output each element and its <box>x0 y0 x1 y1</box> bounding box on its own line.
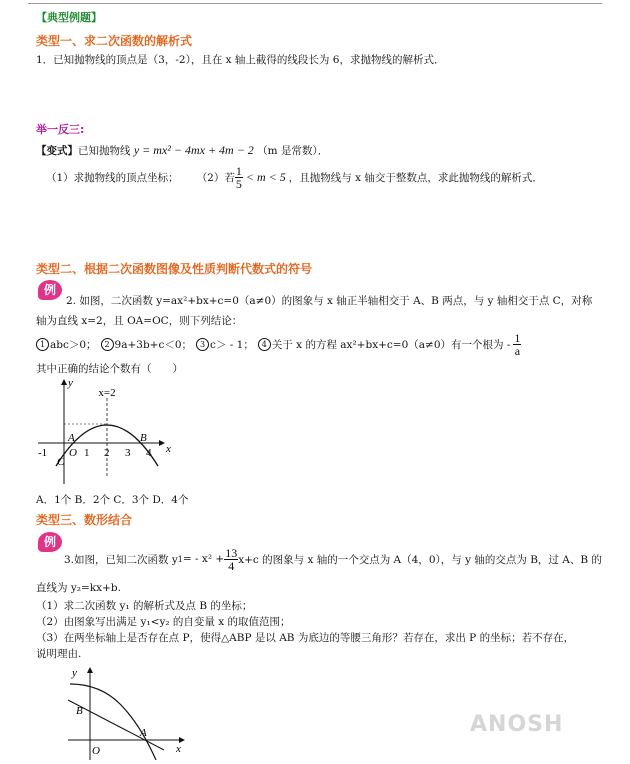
circle-number-2: 2 <box>101 338 114 351</box>
practice-heading: 举一反三: <box>36 123 85 136</box>
variant-inequality: < m < 5 <box>245 169 286 184</box>
conclusion-2: 9a+3b+c＜0； <box>114 338 193 351</box>
question-2-ask: 其中正确的结论个数有（ ） <box>36 363 183 375</box>
x-axis-label-2: x <box>176 743 181 755</box>
conclusion-4-fraction <box>513 332 521 357</box>
circle-number-1: 1 <box>36 338 49 351</box>
q3-part3-line1: （3）在两坐标轴上是否存在点 P，使得△ABP 是以 AB 为底边的等腰三角形？若存在，求出 P 的坐标；若不存在， <box>36 632 575 644</box>
variant-part2-prefix: （2）若 <box>196 171 235 184</box>
fraction-denominator: 5 <box>235 176 242 191</box>
variant-note: （m 是常数）． <box>257 145 329 157</box>
point-c-label: C <box>57 456 65 468</box>
q3-denominator: 4 <box>228 558 235 573</box>
c4-numerator: 1 <box>514 330 521 345</box>
parabola-graph-1 <box>34 376 174 488</box>
conclusion-3: c＞ - 1； <box>210 338 254 351</box>
variant-equation: y = mx² − 4mx + 4m − 2 <box>133 143 254 157</box>
origin-label-2: O <box>92 745 100 757</box>
tick-2: 2 <box>104 447 110 459</box>
question-1: 1．已知抛物线的顶点是（3，-2），且在 x 轴上截得的线段长为 6，求抛物线的解析式． <box>36 54 445 66</box>
circle-number-4: 4 <box>258 338 271 351</box>
conclusion-4: 关于 x 的方程 ax²+bx+c=0（a≠0）有一个根为 - <box>271 338 511 351</box>
question-2-line2: 轴为直线 x=2，且 OA=OC，则下列结论： <box>36 315 243 327</box>
q3-text-a: 3.如图，已知二次函数 y <box>64 553 178 566</box>
question-2-line1: 2. 如图，二次函数 y=ax²+bx+c=0（a≠0）的图象与 x 轴正半轴相交于 A、B 两点，与 y 轴相交于点 C，对称 <box>66 295 593 307</box>
example-badge: 例 <box>38 280 62 300</box>
type2-heading: 类型二、根据二次函数图像及性质判断代数式的符号 <box>36 262 313 276</box>
q3-fraction <box>224 547 238 572</box>
point-a-label-2: A <box>140 727 147 739</box>
watermark-logo: ANOSH <box>470 712 564 737</box>
point-a-label: A <box>68 432 75 444</box>
conclusions-list <box>36 330 521 358</box>
parabola-curve-2 <box>70 684 156 760</box>
x-axis-label: x <box>166 443 171 455</box>
question-3-line2: 直线为 y₂=kx+b. <box>36 582 121 594</box>
variant-intro: 已知抛物线 <box>78 145 131 157</box>
variant-fraction <box>235 165 243 190</box>
question-3-line1 <box>64 542 602 576</box>
answer-options: A．1个 B．2个 C．3个 D．4个 <box>36 494 189 506</box>
y-axis-label: y <box>68 377 73 389</box>
top-rule <box>28 3 602 4</box>
q3-text-c: x+c 的图象与 x 轴的一个交点为 A（4，0），与 y 轴的交点为 B，过 A、B 的 <box>238 553 602 566</box>
symmetry-axis-label: x=2 <box>98 387 116 399</box>
origin-label: O <box>69 447 77 459</box>
example-badge-3: 例 <box>38 532 62 552</box>
q3-subscript: 1 <box>177 554 183 564</box>
c4-denominator: a <box>514 343 521 358</box>
point-b-label: B <box>140 432 147 444</box>
type3-heading: 类型三、数形结合 <box>36 513 133 527</box>
q3-part3-line2: 说明理由. <box>36 648 82 660</box>
circle-number-3: 3 <box>196 338 209 351</box>
variant-parts <box>46 162 543 192</box>
variant-part2-suffix: ，且抛物线与 x 轴交于整数点，求此抛物线的解析式． <box>288 171 543 184</box>
y-axis-label-2: y <box>72 667 77 679</box>
tick-1: 1 <box>84 447 90 459</box>
q3-part1: （1）求二次函数 y₁ 的解析式及点 B 的坐标； <box>36 600 253 612</box>
tick-3: 3 <box>125 447 131 459</box>
q3-text-b: = - x² + <box>182 553 225 565</box>
point-b-label-2: B <box>76 705 83 717</box>
conclusion-1: abc＞0； <box>50 338 97 351</box>
fraction-numerator: 1 <box>235 163 242 178</box>
q3-numerator: 13 <box>225 545 238 560</box>
tick-neg1: -1 <box>38 447 48 459</box>
q3-part2: （2）由图象写出满足 y₁<y₂ 的自变量 x 的取值范围； <box>36 616 291 628</box>
type1-heading: 类型一、求二次函数的解析式 <box>36 34 193 48</box>
tick-4: 4 <box>146 447 152 459</box>
variant-part1: （1）求抛物线的顶点坐标； <box>46 171 179 184</box>
section-title: 【典型例题】 <box>36 11 102 24</box>
parabola-graph-2 <box>60 664 190 760</box>
variant-label: 【变式】 <box>36 145 78 157</box>
variant-question <box>36 143 328 158</box>
